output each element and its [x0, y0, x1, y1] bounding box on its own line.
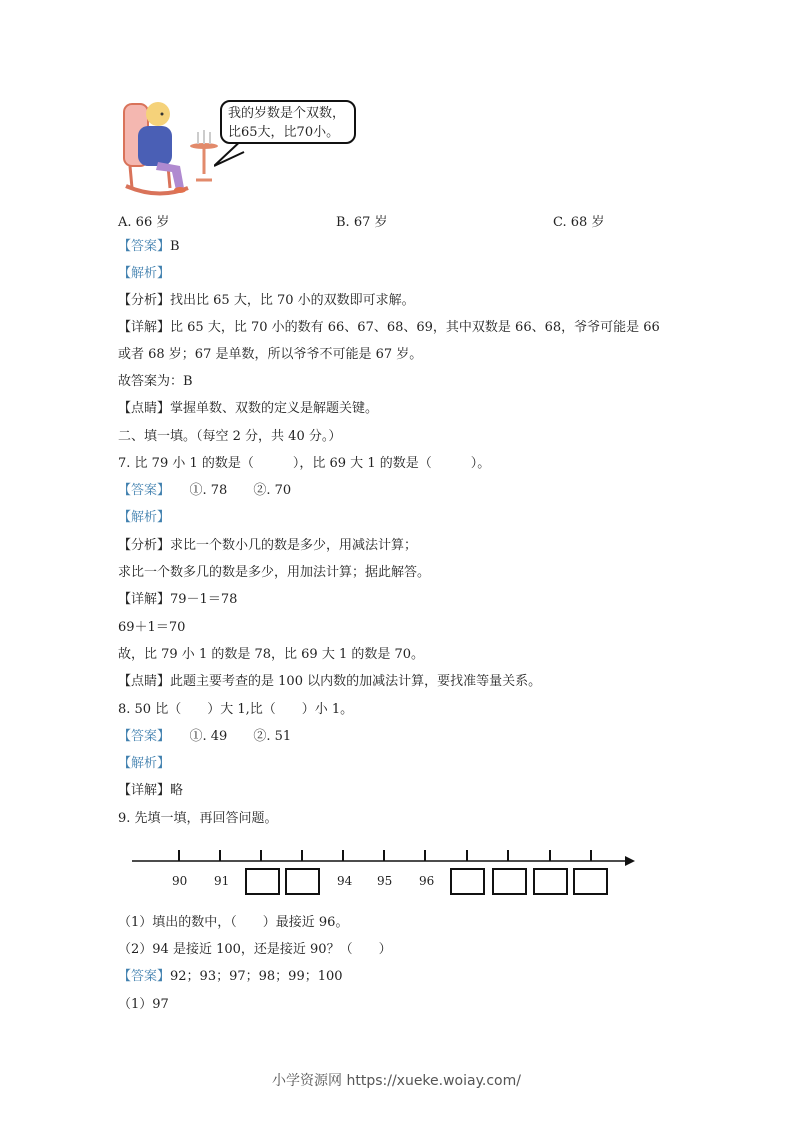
fenxi-text: 找出比 65 大，比 70 小的双数即可求解。 — [170, 293, 415, 308]
q9-stem: 9. 先填一填，再回答问题。 — [118, 811, 278, 826]
option-text: 66 岁 — [135, 215, 170, 230]
q6-dianjing — [118, 400, 378, 418]
answer-value: B — [170, 239, 180, 254]
number-line-blank-box[interactable] — [573, 868, 608, 895]
q6-xiangjie-line-2: 或者 68 岁；67 是单数，所以爷爷不可能是 67 岁。 — [118, 347, 423, 362]
q7-stem: 7. 比 79 小 1 的数是（ ），比 69 大 1 的数是（ ）。 — [118, 456, 491, 471]
number-line-blank-box[interactable] — [245, 868, 280, 895]
q8-stem: 8. 50 比（ ）大 1,比（ ）小 1。 — [118, 702, 354, 717]
q7-fenxi-line-1 — [118, 537, 417, 555]
footer-watermark: 小学资源网 https://xueke.woiay.com/ — [272, 1073, 521, 1089]
q6-analysis-heading — [118, 265, 170, 283]
q7-fenxi-line-2: 求比一个数多几的数是多少，用加法计算；据此解答。 — [118, 565, 431, 580]
analysis-label: 【解析】 — [118, 756, 171, 771]
option-text: 67 岁 — [353, 215, 388, 230]
q8-xiangjie — [118, 782, 183, 800]
xiangjie-label: 【详解】 — [118, 783, 171, 798]
option-c — [553, 211, 604, 230]
speech-bubble-line-1: 我的岁数是个双数， — [228, 106, 346, 121]
q7-calc-2: 69＋1＝70 — [118, 620, 186, 635]
number-line — [130, 846, 635, 901]
q6-fenxi — [118, 292, 415, 310]
option-a — [118, 211, 169, 230]
q6-answer — [118, 238, 180, 256]
answer-label: 【答案】 — [118, 729, 164, 744]
number-line-blank-box[interactable] — [533, 868, 568, 895]
section-2-title: 二、填一填。（每空 2 分，共 40 分。） — [118, 429, 342, 444]
analysis-label: 【解析】 — [118, 510, 171, 525]
q7-answer — [118, 482, 291, 500]
number-line-axis-icon — [130, 846, 635, 870]
speech-bubble — [220, 100, 356, 144]
q9-answer-sub-1: （1）97 — [118, 997, 169, 1012]
xiangjie-text: 略 — [170, 783, 184, 798]
fenxi-label: 【分析】 — [118, 293, 171, 308]
fenxi-text: 求比一个数小几的数是多少，用减法计算； — [170, 538, 418, 553]
dianjing-text: 此题主要考查的是 100 以内数的加减法计算，要找准等量关系。 — [170, 674, 542, 689]
answer-value: 92；93；97；98；99；100 — [170, 969, 343, 984]
option-text: 68 岁 — [570, 215, 605, 230]
option-letter: C. — [553, 215, 567, 230]
option-letter: B. — [336, 215, 350, 230]
number-line-blank-box[interactable] — [285, 868, 320, 895]
speech-bubble-line-2: 比65大，比70小。 — [228, 125, 340, 140]
dianjing-label: 【点睛】 — [118, 674, 171, 689]
number-line-label: 95 — [377, 874, 393, 888]
number-line-label: 96 — [419, 874, 435, 888]
q6-conclusion: 故答案为：B — [118, 374, 193, 389]
answer-label: 【答案】 — [118, 239, 171, 254]
answer-label: 【答案】 — [118, 483, 164, 498]
analysis-label: 【解析】 — [118, 266, 171, 281]
calc-1: 79－1＝78 — [170, 592, 238, 607]
q7-dianjing — [118, 673, 541, 691]
q8-analysis-heading — [118, 755, 170, 773]
q8-answer — [118, 728, 291, 746]
answer-value: ①. 49 ②. 51 — [163, 729, 292, 744]
xiangjie-label: 【详解】 — [118, 320, 171, 335]
option-b — [336, 211, 388, 230]
q9-answer — [118, 968, 343, 986]
q7-analysis-heading — [118, 509, 170, 527]
fenxi-label: 【分析】 — [118, 538, 171, 553]
number-line-blank-box[interactable] — [450, 868, 485, 895]
q7-conclusion: 故，比 79 小 1 的数是 78，比 69 大 1 的数是 70。 — [118, 647, 425, 662]
number-line-label: 91 — [214, 874, 230, 888]
xiangjie-text: 比 65 大，比 70 小的数有 66、67、68、69，其中双数是 66、68，爷爷可能是 66 — [170, 320, 660, 335]
q7-xiangjie — [118, 591, 237, 609]
dianjing-text: 掌握单数、双数的定义是解题关键。 — [170, 401, 379, 416]
answer-value: ①. 78 ②. 70 — [163, 483, 292, 498]
grandpa-rocking-chair-icon — [118, 96, 228, 200]
number-line-blank-box[interactable] — [492, 868, 527, 895]
q6-xiangjie-line-1 — [118, 319, 660, 337]
option-letter: A. — [118, 215, 132, 230]
q9-sub-2: （2）94 是接近 100，还是接近 90？（ ） — [118, 942, 392, 957]
dianjing-label: 【点睛】 — [118, 401, 171, 416]
xiangjie-label: 【详解】 — [118, 592, 171, 607]
q9-sub-1: （1）填出的数中，（ ）最接近 96。 — [118, 915, 349, 930]
number-line-label: 94 — [337, 874, 353, 888]
answer-label: 【答案】 — [118, 969, 171, 984]
number-line-label: 90 — [172, 874, 188, 888]
